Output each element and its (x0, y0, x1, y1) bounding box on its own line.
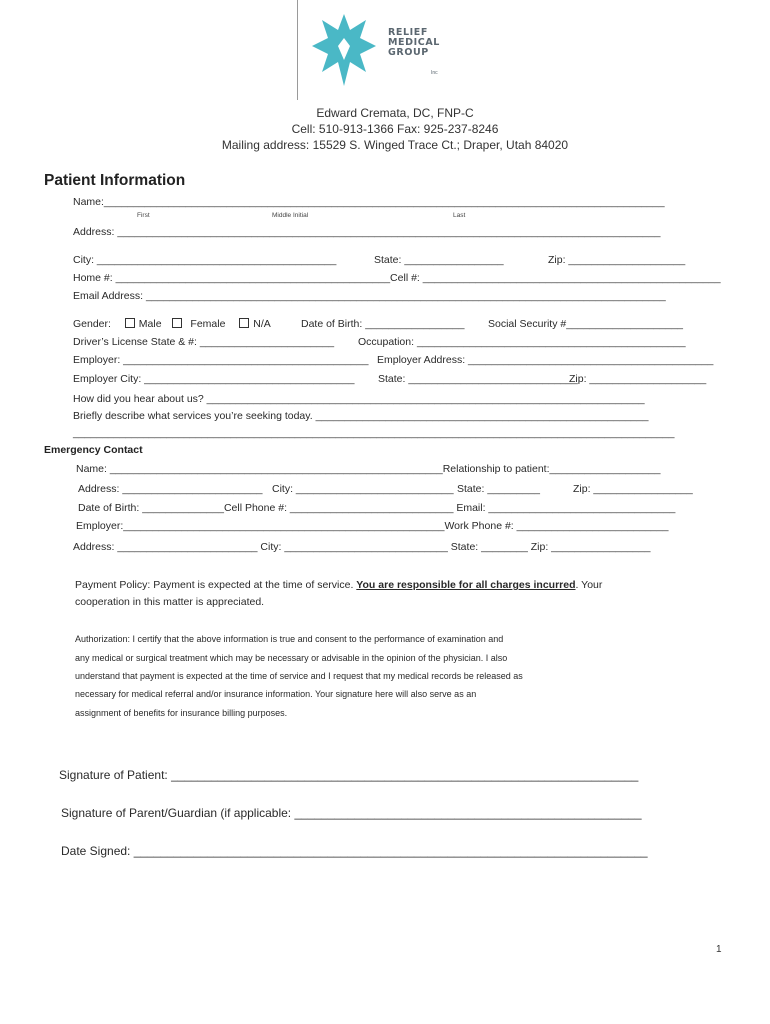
logo-divider (297, 0, 298, 100)
date-signed-field[interactable]: Date Signed: _____________________________________________________________________________ (61, 844, 648, 858)
payment-policy-suffix: . Your (575, 579, 603, 591)
authorization-line-3: understand that payment is expected at the time of service and I request that my medical records be released as (75, 671, 523, 681)
gender-na-label: N/A (253, 318, 271, 330)
patient-ssn-field[interactable]: Social Security #____________________ (488, 318, 683, 330)
emergency-dob-row[interactable]: Date of Birth: ______________Cell Phone #: ____________________________ Email: ________________________________ (78, 502, 676, 514)
provider-name: Edward Cremata, DC, FNP-C (316, 106, 474, 120)
payment-policy (75, 577, 725, 611)
logo-inc: Inc (431, 70, 438, 76)
authorization-line-1: Authorization: I certify that the above information is true and consent to the performance of examination and (75, 634, 504, 644)
payment-policy-line2: cooperation in this matter is appreciated. (75, 596, 265, 608)
emergency-address-field[interactable]: Address: ________________________ (78, 483, 263, 495)
name-first-label: First (137, 212, 150, 219)
patient-license-field[interactable]: Driver’s License State & #: _______________________ (73, 336, 335, 348)
logo-line-1: RELIEF (388, 27, 428, 38)
relief-medical-star-icon (312, 12, 376, 88)
payment-policy-emphasis: You are responsible for all charges incurred (356, 579, 576, 591)
emergency-name-field[interactable]: Name: _________________________________________________________Relationship to patient:___________________ (76, 463, 661, 475)
employer-state-field[interactable]: State: _____________________________ (378, 373, 578, 385)
emergency-zip-field[interactable]: Zip: _________________ (573, 483, 693, 495)
gender-female-checkbox[interactable] (172, 318, 182, 328)
emergency-state-field[interactable]: State: _________ (457, 483, 540, 495)
patient-name-field[interactable]: Name:________________________________________________________________________________________________ (73, 196, 665, 208)
patient-employer-field[interactable]: Employer: __________________________________________ (73, 354, 369, 366)
emergency-city-field[interactable]: City: ___________________________ (272, 483, 454, 495)
gender-male-label: Male (138, 318, 162, 330)
emergency-contact-title: Emergency Contact (44, 444, 143, 456)
provider-address: Mailing address: 15529 S. Winged Trace Ct.; Draper, Utah 84020 (221, 138, 569, 152)
payment-policy-text: Payment Policy: Payment is expected at the time of service. (75, 579, 357, 591)
page-number: 1 (716, 944, 722, 955)
patient-dob-field[interactable]: Date of Birth: _________________ (301, 318, 465, 330)
gender-na-checkbox[interactable] (239, 318, 249, 328)
patient-email-field[interactable]: Email Address: _________________________________________________________________________________________ (73, 290, 666, 302)
patient-occupation-field[interactable]: Occupation: ______________________________________________ (358, 336, 686, 348)
authorization-line-2: any medical or surgical treatment which may be necessary or advisable in the opinion of the physician. I also (75, 653, 508, 663)
emergency-employer-row[interactable]: Employer:_______________________________________________________Work Phone #: __________________________ (76, 520, 669, 532)
services-field[interactable]: Briefly describe what services you’re seeking today. _________________________________________________________ (73, 410, 649, 422)
employer-city-field[interactable]: Employer City: ____________________________________ (73, 373, 355, 385)
name-last-label: Last (453, 212, 466, 219)
patient-signature-field[interactable]: Signature of Patient: ______________________________________________________________________ (59, 768, 639, 782)
patient-phone-field[interactable]: Home #: _______________________________________________Cell #: ___________________________________________________ (73, 272, 721, 284)
gender-male-checkbox[interactable] (125, 318, 135, 328)
patient-state-field[interactable]: State: _________________ (374, 254, 504, 266)
patient-zip-field[interactable]: Zip: ____________________ (548, 254, 686, 266)
employer-zip-field[interactable]: Zip: ____________________ (569, 373, 707, 385)
referral-source-field[interactable]: How did you hear about us? ___________________________________________________________________________ (73, 393, 645, 405)
guardian-signature-field[interactable]: Signature of Parent/Guardian (if applicable: ____________________________________________________ (61, 806, 642, 820)
patient-city-field[interactable]: City: _________________________________________ (73, 254, 337, 266)
patient-address-field[interactable]: Address: _____________________________________________________________________________________________ (73, 226, 661, 238)
gender-group (73, 318, 271, 330)
gender-female-label: Female (190, 318, 226, 330)
employer-address-field[interactable]: Employer Address: __________________________________________ (377, 354, 714, 366)
services-field-continued[interactable]: _______________________________________________________________________________________________________ (73, 427, 675, 439)
gender-label: Gender: (73, 318, 111, 330)
logo-wordmark (388, 28, 440, 58)
logo-line-2: MEDICAL (388, 37, 440, 48)
logo-line-3: GROUP (388, 47, 429, 58)
provider-contact: Cell: 510-913-1366 Fax: 925-237-8246 (291, 122, 499, 136)
emergency-address2-row[interactable]: Address: ________________________ City: ____________________________ State: ________ Zip: _________________ (73, 541, 651, 553)
name-middle-label: Middle Initial (272, 212, 309, 219)
authorization-line-5: assignment of benefits for insurance billing purposes. (75, 708, 288, 718)
section-title: Patient Information (44, 172, 186, 189)
authorization-line-4: necessary for medical referral and/or insurance information. Your signature here will also serve as an (75, 689, 477, 699)
